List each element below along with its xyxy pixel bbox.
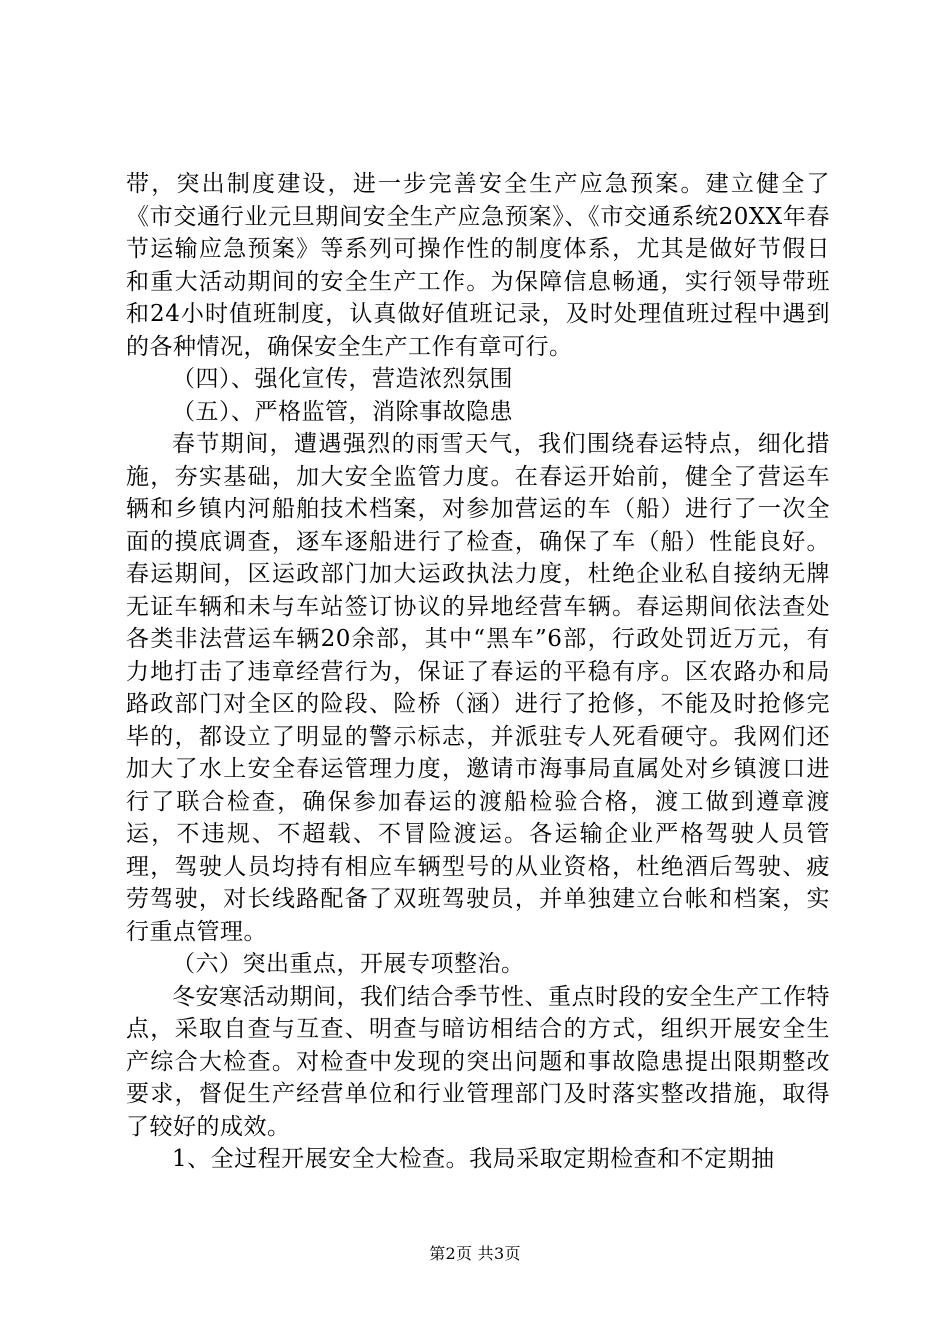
page-footer: 第2页 共3页 — [429, 1244, 521, 1263]
heading-section-6: （六）突出重点，开展专项整治。 — [172, 951, 525, 977]
paragraph-spring-festival: 春节期间，遭遇强烈的雨雪天气，我们围绕春运特点，细化措施，夯实基础，加大安全监管力度。在春运开始前，健全了营运车辆和乡镇内河船舶技术档案，对参加营运的车（船）进行了一次全面的摸底调查，逐车逐船进行了检查，确保了车（船）性能良好。春运期间，区运政部门加大运政执法力度，杜绝企业私自接纳无牌无证车辆和未与车站签订协议的异地经营车辆。春运期间依法查处各类非法营运车辆20余部，其中“黑车”6部，行政处罚近万元，有力地打击了违章经营行为，保证了春运的平稳有序。区农路办和局路政部门对全区的险段、险桥（涵）进行了抢修，不能及时抢修完毕的，都设立了明显的警示标志，并派驻专人死看硬守。我网们还加大了水上安全春运管理力度，邀请市海事局直属处对乡镇渡口进行了联合检查，确保参加春运的渡船检验合格，渡工做到遵章渡运，不违规、不超载、不冒险渡运。各运输企业严格驾驶人员管理，驾驶人员均持有相应车辆型号的从业资格，杜绝酒后驾驶、疲劳驾驶，对长线路配备了双班驾驶员，并单独建立台帐和档案，实行重点管理。 — [126, 431, 830, 945]
heading-section-5: （五）、严格监管，消除事故隐患 — [172, 398, 513, 425]
paragraph-emergency-plan: 带，突出制度建设，进一步完善安全生产应急预案。建立健全了《市交通行业元旦期间安全生产应急预案》、《市交通系统20XX年春节运输应急预案》等系列可操作性的制度体系，尤其是做好节假日和重大活动期间的安全生产工作。为保障信息畅通，实行领导带班和24小时值班制度，认真做好值班记录，及时处理值班过程中遇到的各种情况，确保安全生产工作有章可行。 — [126, 171, 830, 360]
document-body — [126, 168, 830, 1176]
paragraph-winter-safety: 冬安寒活动期间，我们结合季节性、重点时段的安全生产工作特点，采取自查与互查、明查与暗访相结合的方式，组织开展安全生产综合大检查。对检查中发现的突出问题和事故隐患提出限期整改要求，督促生产经营单位和行业管理部门及时落实整改措施，取得了较好的成效。 — [126, 983, 830, 1140]
heading-section-4: （四）、强化宣传，营造浓烈氛围 — [172, 366, 513, 392]
paragraph-inspection-1: 1、全过程开展安全大检查。我局采取定期检查和不定期抽 — [172, 1146, 775, 1172]
